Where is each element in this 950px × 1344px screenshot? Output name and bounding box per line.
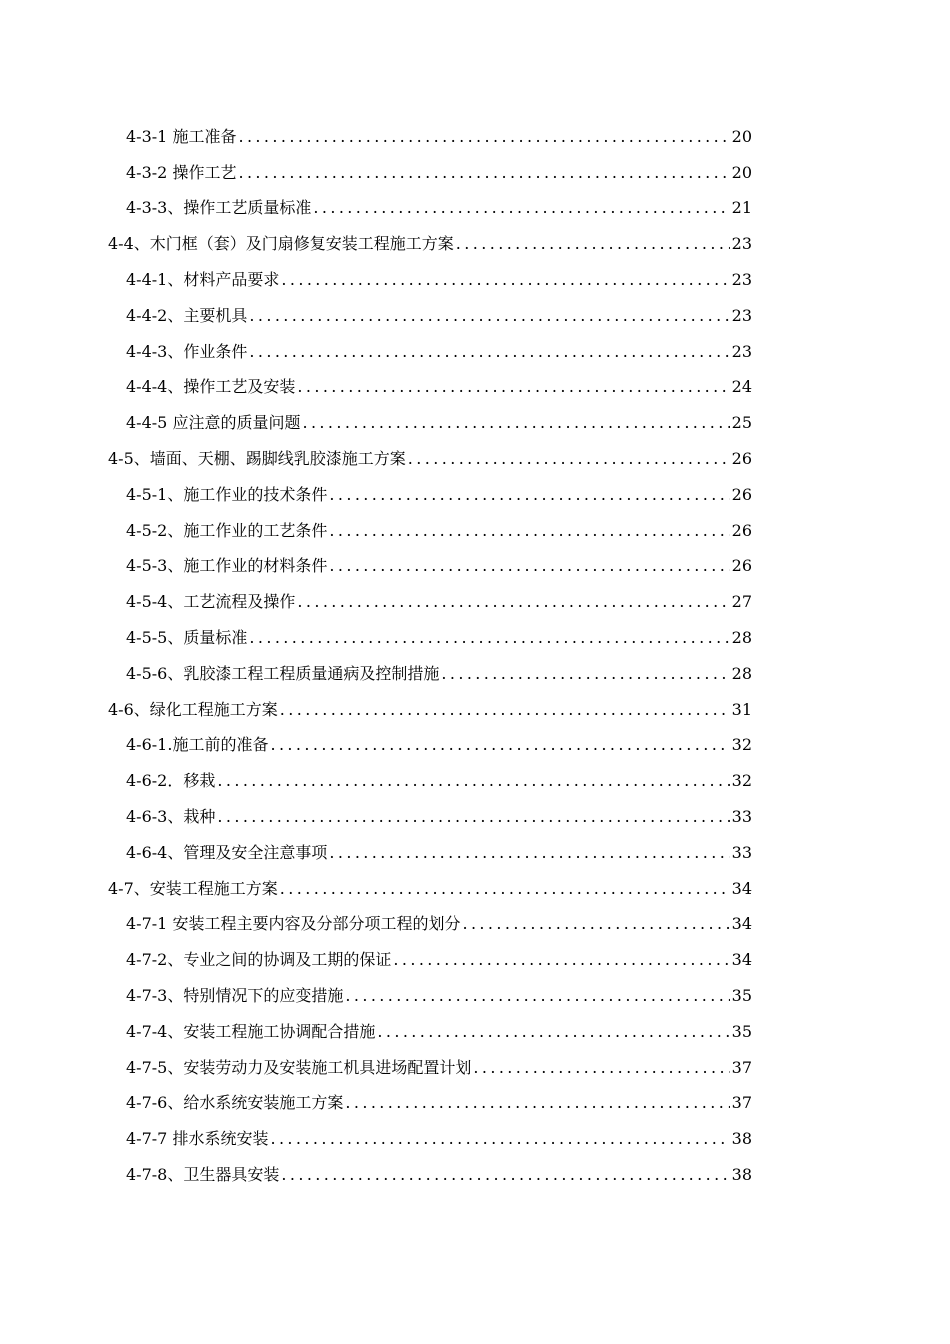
toc-entry-title: 4-4-5 应注意的质量问题 bbox=[126, 413, 301, 433]
toc-entry[interactable] bbox=[0, 191, 950, 227]
toc-dot-leader bbox=[302, 413, 729, 433]
toc-entry[interactable] bbox=[0, 549, 950, 585]
toc-entry[interactable] bbox=[0, 513, 950, 549]
toc-entry-page-number: 37 bbox=[731, 1093, 752, 1113]
toc-entry-page-number: 25 bbox=[731, 413, 752, 433]
toc-entry-title: 4-4-3、作业条件 bbox=[126, 341, 248, 361]
toc-entry-title: 4-5-2、施工作业的工艺条件 bbox=[126, 520, 328, 540]
toc-entry-title: 4-3-1 施工准备 bbox=[126, 126, 237, 146]
toc-entry-page-number: 33 bbox=[731, 807, 752, 827]
toc-dot-leader bbox=[297, 592, 729, 612]
toc-entry-page-number: 32 bbox=[731, 735, 752, 755]
table-of-contents bbox=[0, 119, 950, 1193]
toc-dot-leader bbox=[377, 1022, 729, 1042]
toc-entry[interactable] bbox=[0, 942, 950, 978]
toc-entry-page-number: 28 bbox=[731, 663, 752, 683]
toc-entry[interactable] bbox=[0, 405, 950, 441]
toc-entry-title: 4-4-1、材料产品要求 bbox=[126, 270, 280, 290]
toc-dot-leader bbox=[408, 449, 730, 469]
toc-entry-title: 4-6-1.施工前的准备 bbox=[126, 735, 269, 755]
toc-entry-title: 4-7-3、特别情况下的应变措施 bbox=[126, 986, 344, 1006]
toc-entry[interactable] bbox=[0, 871, 950, 907]
toc-dot-leader bbox=[249, 628, 729, 648]
toc-entry[interactable] bbox=[0, 692, 950, 728]
toc-entry-page-number: 26 bbox=[731, 449, 752, 469]
toc-dot-leader bbox=[249, 342, 729, 362]
toc-entry[interactable] bbox=[0, 441, 950, 477]
toc-dot-leader bbox=[217, 807, 729, 827]
toc-entry-title: 4-5-1、施工作业的技术条件 bbox=[126, 484, 328, 504]
toc-dot-leader bbox=[329, 556, 729, 576]
toc-entry-title: 4-4、木门框（套）及门扇修复安装工程施工方案 bbox=[108, 234, 454, 254]
toc-dot-leader bbox=[297, 377, 729, 397]
toc-entry[interactable] bbox=[0, 584, 950, 620]
toc-entry[interactable] bbox=[0, 1121, 950, 1157]
toc-entry-page-number: 34 bbox=[731, 914, 752, 934]
toc-entry[interactable] bbox=[0, 155, 950, 191]
toc-entry-title: 4-5-4、工艺流程及操作 bbox=[126, 592, 296, 612]
toc-dot-leader bbox=[249, 306, 729, 326]
toc-dot-leader bbox=[393, 950, 729, 970]
toc-entry-page-number: 27 bbox=[731, 592, 752, 612]
toc-dot-leader bbox=[441, 664, 729, 684]
toc-dot-leader bbox=[329, 843, 729, 863]
toc-entry-title: 4-6、绿化工程施工方案 bbox=[108, 699, 278, 719]
toc-entry[interactable] bbox=[0, 334, 950, 370]
toc-entry-title: 4-5-6、乳胶漆工程工程质量通病及控制措施 bbox=[126, 663, 440, 683]
toc-dot-leader bbox=[345, 1093, 729, 1113]
toc-entry-page-number: 28 bbox=[731, 628, 752, 648]
toc-entry-title: 4-6-4、管理及安全注意事项 bbox=[126, 842, 328, 862]
toc-entry-page-number: 32 bbox=[731, 771, 752, 791]
toc-entry-title: 4-5-3、施工作业的材料条件 bbox=[126, 556, 328, 576]
toc-entry[interactable] bbox=[0, 728, 950, 764]
toc-entry[interactable] bbox=[0, 978, 950, 1014]
toc-entry[interactable] bbox=[0, 262, 950, 298]
toc-entry-page-number: 23 bbox=[731, 234, 752, 254]
toc-dot-leader bbox=[345, 986, 729, 1006]
toc-entry-title: 4-5、墙面、天棚、踢脚线乳胶漆施工方案 bbox=[108, 449, 406, 469]
toc-entry-title: 4-7-6、给水系统安装施工方案 bbox=[126, 1093, 344, 1113]
toc-entry[interactable] bbox=[0, 907, 950, 943]
toc-entry-title: 4-6-3、栽种 bbox=[126, 807, 216, 827]
toc-dot-leader bbox=[270, 735, 729, 755]
toc-entry-page-number: 26 bbox=[731, 520, 752, 540]
toc-dot-leader bbox=[462, 914, 729, 934]
toc-entry-title: 4-7-1 安装工程主要内容及分部分项工程的划分 bbox=[126, 914, 461, 934]
toc-entry-title: 4-7-7 排水系统安装 bbox=[126, 1129, 269, 1149]
toc-entry[interactable] bbox=[0, 835, 950, 871]
toc-entry[interactable] bbox=[0, 656, 950, 692]
toc-dot-leader bbox=[217, 771, 729, 791]
toc-dot-leader bbox=[281, 1165, 729, 1185]
toc-entry-page-number: 24 bbox=[731, 377, 752, 397]
toc-entry[interactable] bbox=[0, 226, 950, 262]
toc-entry-page-number: 34 bbox=[731, 878, 752, 898]
toc-entry-page-number: 20 bbox=[731, 162, 752, 182]
toc-entry-page-number: 34 bbox=[731, 950, 752, 970]
toc-entry-title: 4-7-4、安装工程施工协调配合措施 bbox=[126, 1021, 376, 1041]
toc-entry-page-number: 35 bbox=[731, 1021, 752, 1041]
toc-dot-leader bbox=[456, 234, 730, 254]
toc-entry-title: 4-4-2、主要机具 bbox=[126, 305, 248, 325]
toc-entry[interactable] bbox=[0, 1086, 950, 1122]
toc-entry-title: 4-4-4、操作工艺及安装 bbox=[126, 377, 296, 397]
toc-entry-title: 4-5-5、质量标准 bbox=[126, 628, 248, 648]
toc-entry[interactable] bbox=[0, 620, 950, 656]
toc-entry-page-number: 23 bbox=[731, 341, 752, 361]
toc-entry-title: 4-7-8、卫生器具安装 bbox=[126, 1165, 280, 1184]
toc-entry-title: 4-6-2．移栽 bbox=[126, 771, 216, 791]
toc-entry-page-number: 38 bbox=[731, 1129, 752, 1149]
toc-dot-leader bbox=[473, 1058, 729, 1078]
toc-dot-leader bbox=[329, 521, 729, 541]
toc-entry-title: 4-7-5、安装劳动力及安装施工机具进场配置计划 bbox=[126, 1057, 472, 1077]
toc-entry-title: 4-7、安装工程施工方案 bbox=[108, 878, 278, 898]
toc-dot-leader bbox=[281, 270, 729, 290]
toc-entry[interactable] bbox=[0, 370, 950, 406]
toc-dot-leader bbox=[238, 127, 729, 147]
toc-entry-page-number: 31 bbox=[731, 699, 752, 719]
toc-entry-page-number: 35 bbox=[731, 986, 752, 1006]
toc-entry-page-number: 33 bbox=[731, 842, 752, 862]
toc-entry-page-number: 26 bbox=[731, 556, 752, 576]
toc-entry[interactable] bbox=[0, 477, 950, 513]
toc-entry-page-number: 37 bbox=[731, 1057, 752, 1077]
toc-dot-leader bbox=[270, 1129, 729, 1149]
toc-entry[interactable] bbox=[0, 1157, 950, 1193]
toc-entry[interactable] bbox=[0, 763, 950, 799]
toc-entry-page-number: 23 bbox=[731, 305, 752, 325]
toc-dot-leader bbox=[313, 198, 729, 218]
toc-entry[interactable] bbox=[0, 1050, 950, 1086]
toc-entry-page-number: 21 bbox=[731, 198, 752, 218]
toc-entry-page-number: 20 bbox=[731, 126, 752, 146]
toc-entry-title: 4-7-2、专业之间的协调及工期的保证 bbox=[126, 950, 392, 970]
toc-dot-leader bbox=[280, 879, 730, 899]
toc-entry-page-number: 23 bbox=[731, 270, 752, 290]
toc-entry[interactable] bbox=[0, 298, 950, 334]
toc-dot-leader bbox=[238, 163, 729, 183]
toc-entry-page-number: 26 bbox=[731, 484, 752, 504]
toc-entry[interactable] bbox=[0, 1014, 950, 1050]
toc-entry[interactable] bbox=[0, 799, 950, 835]
toc-dot-leader bbox=[280, 700, 730, 720]
toc-dot-leader bbox=[329, 485, 729, 505]
toc-entry[interactable] bbox=[0, 119, 950, 155]
toc-entry-title: 4-3-2 操作工艺 bbox=[126, 162, 237, 182]
toc-entry-title: 4-3-3、操作工艺质量标准 bbox=[126, 198, 312, 218]
toc-entry-page-number: 38 bbox=[731, 1165, 752, 1184]
